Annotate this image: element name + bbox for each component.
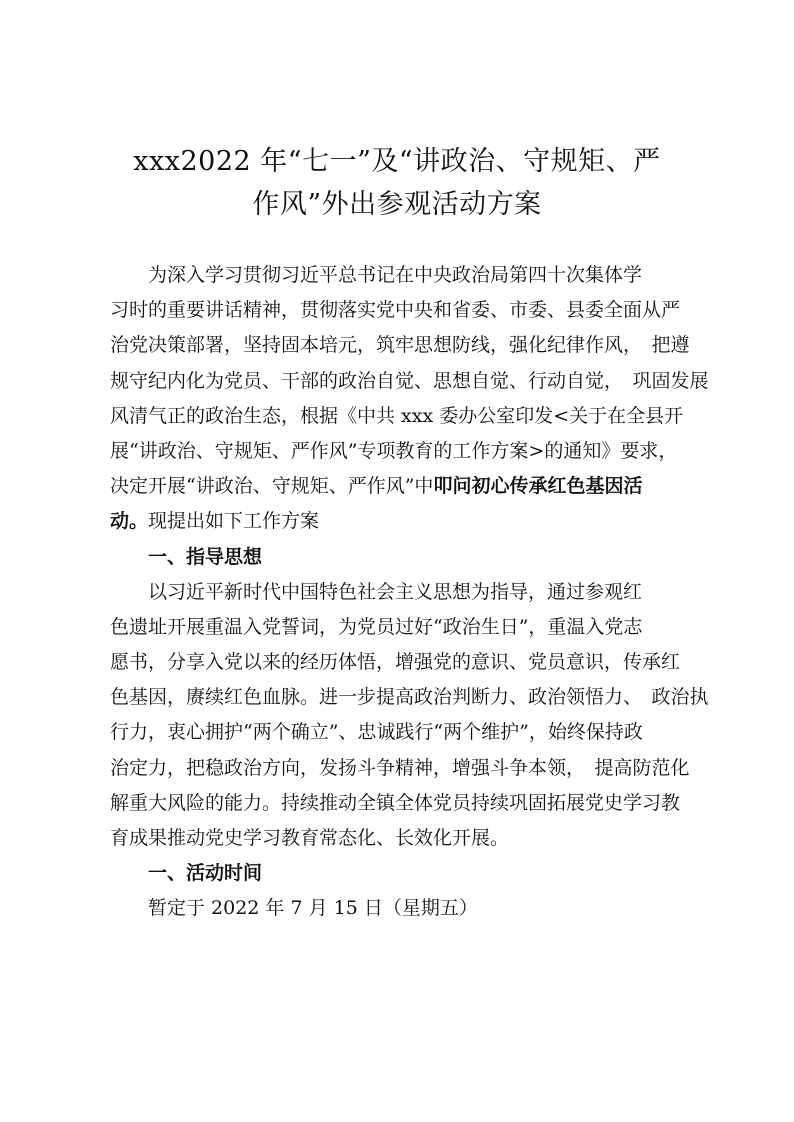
intro-line-2: 习时的重要讲话精神，贯彻落实党中央和省委、市委、县委全面从严 bbox=[110, 299, 681, 322]
section1-line-8: 育成果推动党史学习教育常态化、长效化开展。 bbox=[110, 827, 510, 849]
section1-line-7: 解重大风险的能力。持续推动全镇全体党员持续巩固拓展党史学习教 bbox=[110, 791, 681, 814]
section-heading-activity-time: 一、活动时间 bbox=[148, 862, 263, 885]
title-line-2: 作风”外出参观活动方案 bbox=[252, 189, 542, 220]
section1-line-2: 色遗址开展重温入党誓词，为党员过好“政治生日”，重温入党志 bbox=[110, 615, 643, 638]
document-title bbox=[100, 140, 694, 226]
intro-line-7-normal: 决定开展“讲政治、守规矩、严作风”中 bbox=[110, 475, 434, 498]
section1-line-3: 愿书，分享入党以来的经历体悟，增强党的意识、党员意识，传承红 bbox=[110, 651, 681, 674]
activity-time-text: 暂定于 2022 年 7 月 15 日（星期五） bbox=[148, 897, 478, 920]
intro-line-5: 风清气正的政治生态，根据《中共 xxx 委办公室印发<关于在全县开 bbox=[110, 404, 684, 427]
activity-name-bold-end: 动。 bbox=[110, 510, 149, 533]
intro-line-6: 展“讲政治、守规矩、严作风”专项教育的工作方案>的通知》要求， bbox=[110, 439, 678, 462]
document-body bbox=[110, 258, 710, 927]
title-line-1: xxx2022 年“七一”及“讲政治、守规矩、严 bbox=[133, 146, 661, 177]
intro-line-8 bbox=[110, 504, 710, 539]
section1-line-6: 治定力，把稳政治方向，发扬斗争精神，增强斗争本领， 提高防范化 bbox=[110, 756, 690, 779]
intro-line-4: 规守纪内化为党员、干部的政治自觉、思想自觉、行动自觉， 巩固发展 bbox=[110, 369, 709, 392]
section-heading-guiding-thought: 一、指导思想 bbox=[148, 545, 263, 568]
section1-line-1: 以习近平新时代中国特色社会主义思想为指导，通过参观红 bbox=[148, 580, 643, 603]
intro-paragraph bbox=[110, 258, 710, 540]
intro-line-7 bbox=[110, 469, 710, 504]
intro-line-3: 治党决策部署，坚持固本培元，筑牢思想防线，强化纪律作风， 把遵 bbox=[110, 334, 690, 357]
section1-line-4: 色基因，赓续红色血脉。进一步提高政治判断力、政治领悟力、 政治执 bbox=[110, 686, 709, 709]
activity-name-bold: 叩问初心传承红色基因活 bbox=[433, 475, 643, 498]
guiding-thought-paragraph bbox=[110, 575, 710, 857]
intro-line-8-normal: 现提出如下工作方案 bbox=[148, 510, 320, 533]
section1-line-5: 行力，衷心拥护“两个确立”、忠诚践行“两个维护”，始终保持政 bbox=[110, 721, 643, 744]
intro-line-1: 为深入学习贯彻习近平总书记在中央政治局第四十次集体学 bbox=[148, 264, 643, 286]
